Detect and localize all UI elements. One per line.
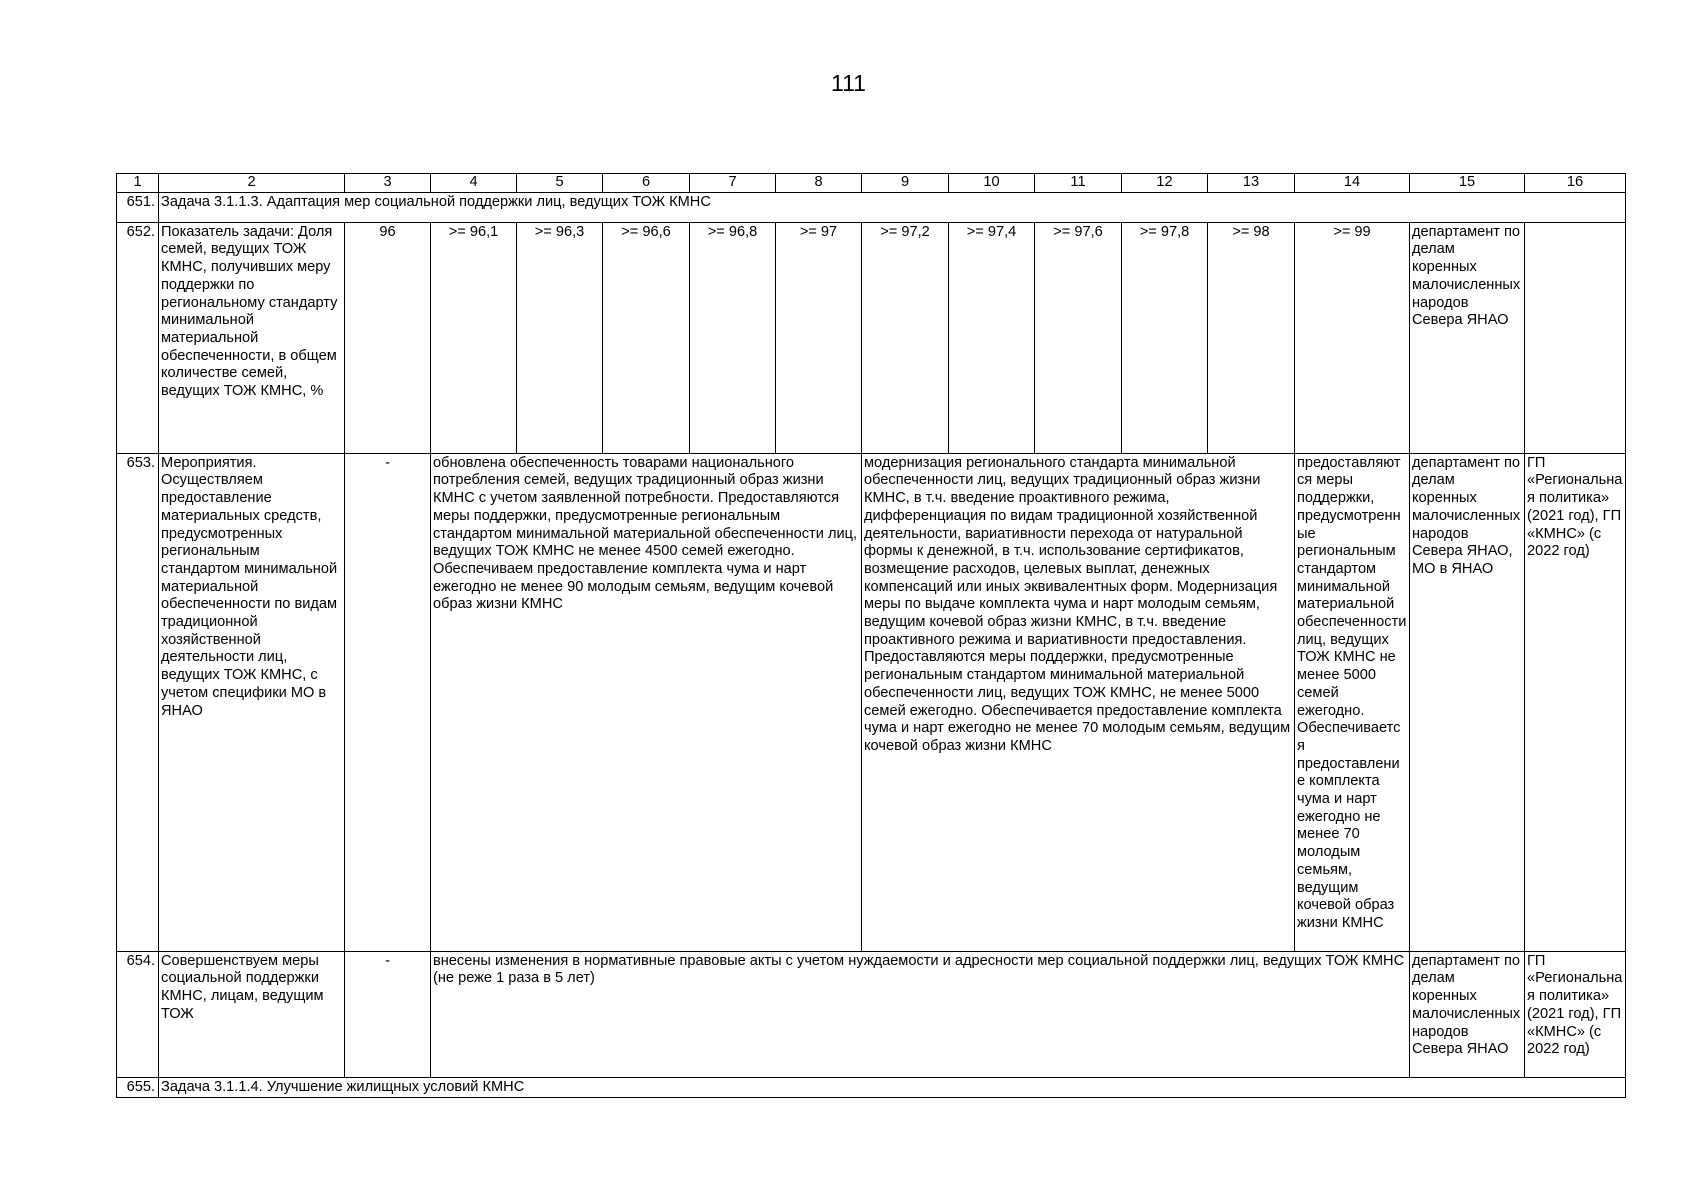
measure-result-period-3: предоставляются меры поддержки, предусмотренные региональным стандартом минимальной материальной обеспеченности лиц, ведущих ТОЖ КМНС не менее 5000 семей ежегодно. Обеспечивается предоставление комплекта чума и нарт ежегодно не менее 70 молодым семьям, ведущим кочевой образ жизни КМНС — [1295, 453, 1410, 951]
row-number: 655. — [117, 1077, 159, 1097]
header-cell: 13 — [1208, 174, 1295, 193]
header-cell: 3 — [345, 174, 431, 193]
program-reference — [1525, 222, 1626, 453]
header-cell: 9 — [862, 174, 949, 193]
header-cell: 5 — [517, 174, 603, 193]
measure-result-period-1: обновлена обеспеченность товарами национального потребления семей, ведущих традиционный образ жизни КМНС с учетом заявленной потребности. Предоставляются меры поддержки, предусмотренные региональным стандартом минимальной материальной обеспеченности лиц, ведущих ТОЖ КМНС не менее 4500 семей ежегодно. Обеспечиваем предоставление комплекта чума и нарт ежегодно не менее 90 молодым семьям, ведущим кочевой образ жизни КМНС — [431, 453, 862, 951]
target-value: >= 98 — [1208, 222, 1295, 453]
base-value: 96 — [345, 222, 431, 453]
target-value: >= 96,6 — [603, 222, 690, 453]
task-title: Задача 3.1.1.4. Улучшение жилищных условий КМНС — [159, 1077, 1626, 1097]
indicator-name: Показатель задачи: Доля семей, ведущих ТОЖ КМНС, получивших меру поддержки по региональному стандарту минимальной материальной обеспеченности, в общем количестве семей, ведущих ТОЖ КМНС, % — [159, 222, 345, 453]
responsible-body: департамент по делам коренных малочисленных народов Севера ЯНАО — [1410, 222, 1525, 453]
header-cell: 4 — [431, 174, 517, 193]
header-cell: 1 — [117, 174, 159, 193]
row-number: 653. — [117, 453, 159, 951]
target-value: >= 97,8 — [1122, 222, 1208, 453]
target-value: >= 97,6 — [1035, 222, 1122, 453]
header-cell: 12 — [1122, 174, 1208, 193]
header-cell: 10 — [949, 174, 1035, 193]
responsible-body: департамент по делам коренных малочисленных народов Севера ЯНАО — [1410, 951, 1525, 1077]
target-value: >= 96,1 — [431, 222, 517, 453]
target-value: >= 96,3 — [517, 222, 603, 453]
header-cell: 2 — [159, 174, 345, 193]
program-reference: ГП «Региональная политика» (2021 год), ГП «КМНС» (с 2022 год) — [1525, 453, 1626, 951]
row-number: 651. — [117, 192, 159, 222]
header-cell: 7 — [690, 174, 776, 193]
page-number: 111 — [831, 70, 866, 96]
table-row-654 — [117, 951, 1626, 1077]
header-cell: 8 — [776, 174, 862, 193]
header-cell: 16 — [1525, 174, 1626, 193]
target-value: >= 96,8 — [690, 222, 776, 453]
measure-result: внесены изменения в нормативные правовые акты с учетом нуждаемости и адресности мер социальной поддержки лиц, ведущих ТОЖ КМНС (не реже 1 раза в 5 лет) — [431, 951, 1410, 1077]
responsible-body: департамент по делам коренных малочисленных народов Севера ЯНАО, МО в ЯНАО — [1410, 453, 1525, 951]
row-number: 652. — [117, 222, 159, 453]
table-row-652 — [117, 222, 1626, 453]
base-value: - — [345, 453, 431, 951]
header-cell: 14 — [1295, 174, 1410, 193]
target-value: >= 97,2 — [862, 222, 949, 453]
header-cell: 6 — [603, 174, 690, 193]
measure-result-period-2: модернизация регионального стандарта минимальной обеспеченности лиц, ведущих традиционный образ жизни КМНС, в т.ч. введение проактивного режима, дифференциация по видам традиционной хозяйственной деятельности, вариативности перехода от натуральной формы к денежной, в т.ч. использование сертификатов, возмещение расходов, целевых выплат, денежных компенсаций или иных эквивалентных форм. Модернизация меры по выдаче комплекта чума и нарт молодым семьям, ведущим кочевой образ жизни КМНС, в т.ч. введение проактивного режима и вариативности предоставления. Предоставляются меры поддержки, предусмотренные региональным стандартом минимальной материальной обеспеченности лиц, ведущих ТОЖ КМНС, не менее 5000 семей ежегодно. Обеспечивается предоставление комплекта чума и нарт ежегодно не менее 70 молодым семьям, ведущим кочевой образ жизни КМНС — [862, 453, 1295, 951]
program-table — [116, 173, 1626, 1098]
program-reference: ГП «Региональная политика» (2021 год), ГП «КМНС» (с 2022 год) — [1525, 951, 1626, 1077]
target-value: >= 99 — [1295, 222, 1410, 453]
row-number: 654. — [117, 951, 159, 1077]
table-row-653 — [117, 453, 1626, 951]
target-value: >= 97 — [776, 222, 862, 453]
header-row — [117, 174, 1626, 193]
base-value: - — [345, 951, 431, 1077]
measure-name: Мероприятия. Осуществляем предоставление материальных средств, предусмотренных региональным стандартом минимальной материальной обеспеченности по видам традиционной хозяйственной деятельности лиц, ведущих ТОЖ КМНС, с учетом специфики МО в ЯНАО — [159, 453, 345, 951]
header-cell: 11 — [1035, 174, 1122, 193]
table-row-655 — [117, 1077, 1626, 1097]
measure-name: Совершенствуем меры социальной поддержки КМНС, лицам, ведущим ТОЖ — [159, 951, 345, 1077]
task-title: Задача 3.1.1.3. Адаптация мер социальной поддержки лиц, ведущих ТОЖ КМНС — [159, 192, 1626, 222]
target-value: >= 97,4 — [949, 222, 1035, 453]
header-cell: 15 — [1410, 174, 1525, 193]
table-row-651 — [117, 192, 1626, 222]
